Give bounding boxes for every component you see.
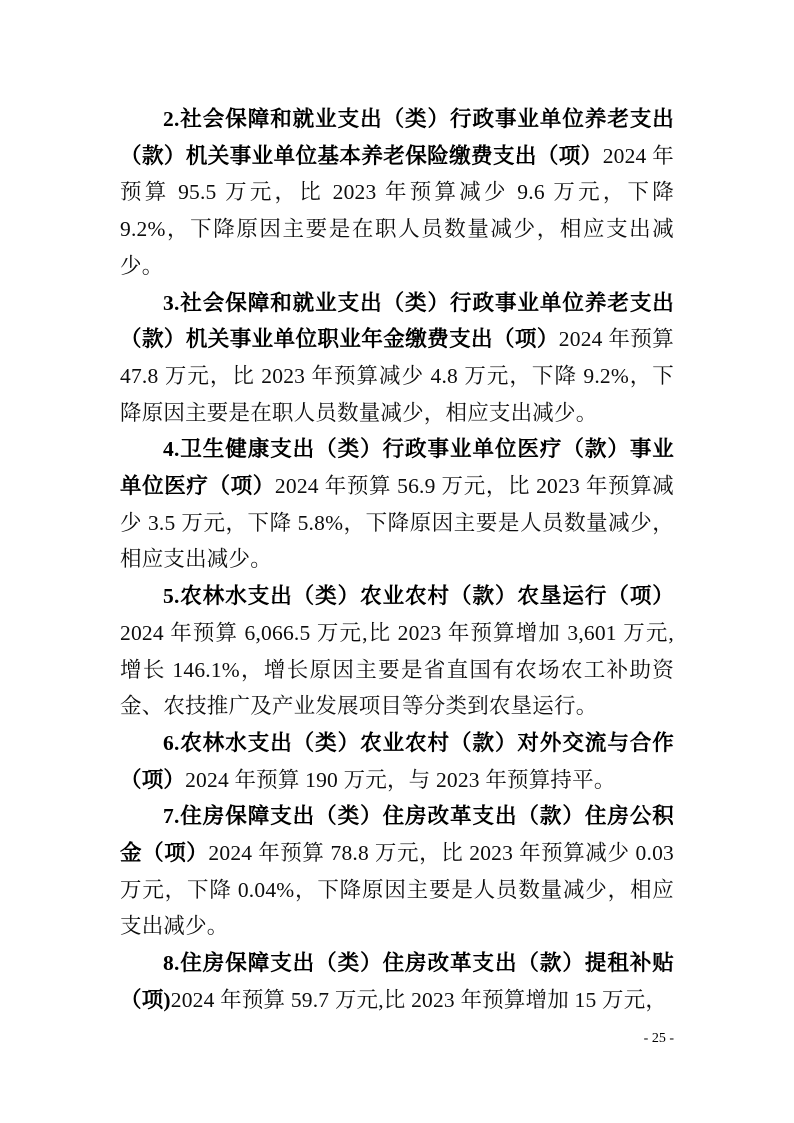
document-body <box>120 101 674 1019</box>
budget-item-detail: 2024 年预算 190 万元，与 2023 年预算持平。 <box>185 767 616 792</box>
budget-item-detail: 2024 年预算 47.8 万元，比 2023 年预算减少 4.8 万元，下降 9.2%，下降原因主要是在职人员数量减少，相应支出减少。 <box>120 327 674 425</box>
budget-paragraph <box>120 285 674 432</box>
budget-item-heading: 5.农林水支出（类）农业农村（款）农垦运行（项） <box>163 584 674 609</box>
budget-paragraph <box>120 945 674 1018</box>
budget-item-heading: 3.社会保障和就业支出（类）行政事业单位养老支出（款）机关事业单位职业年金缴费支出（项） <box>120 290 674 352</box>
budget-paragraph <box>120 101 674 285</box>
budget-item-heading: 7.住房保障支出（类）住房改革支出（款）住房公积金（项） <box>120 804 674 866</box>
budget-item-heading: 2.社会保障和就业支出（类）行政事业单位养老支出（款）机关事业单位基本养老保险缴费支出（项） <box>120 107 674 168</box>
budget-item-detail: 2024 年预算 6,066.5 万元,比 2023 年预算增加 3,601 万元,增长 146.1%，增长原因主要是省直国有农场农工补助资金、农技推广及产业发展项目等分类到农垦运行。 <box>120 620 674 719</box>
budget-item-detail: 2024 年预算 59.7 万元,比 2023 年预算增加 15 万元， <box>170 987 668 1012</box>
budget-item-heading: 4.卫生健康支出（类）行政事业单位医疗（款）事业单位医疗（项） <box>120 437 674 499</box>
budget-item-detail: 2024 年预算 56.9 万元，比 2023 年预算减少 3.5 万元，下降 5.8%，下降原因主要是人员数量减少，相应支出减少。 <box>120 474 674 572</box>
budget-paragraph <box>120 578 674 725</box>
budget-item-heading: 8.住房保障支出（类）住房改革支出（款）提租补贴（项) <box>120 951 674 1012</box>
budget-paragraph <box>120 725 674 798</box>
budget-item-detail: 2024 年预算 78.8 万元，比 2023 年预算减少 0.03 万元，下降 0.04%，下降原因主要是人员数量减少，相应支出减少。 <box>120 841 674 939</box>
page-number: - 25 - <box>643 1031 674 1046</box>
budget-paragraph <box>120 431 674 578</box>
budget-paragraph <box>120 798 674 945</box>
budget-item-detail: 2024 年预算 95.5 万元，比 2023 年预算减少 9.6 万元，下降 9.2%，下降原因主要是在职人员数量减少，相应支出减少。 <box>120 143 675 278</box>
budget-item-heading: 6.农林水支出（类）农业农村（款）对外交流与合作（项） <box>120 730 674 792</box>
page-footer <box>120 1030 674 1048</box>
